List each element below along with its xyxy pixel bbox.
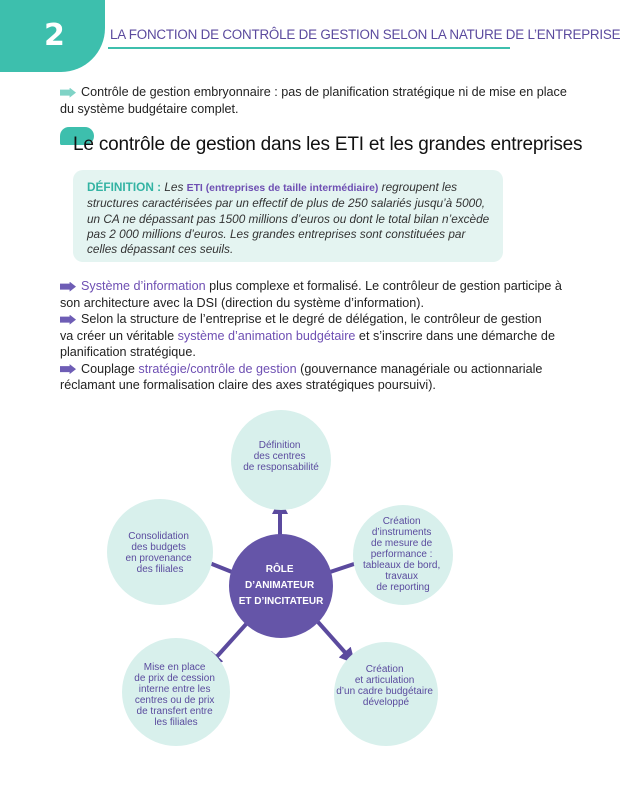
arrow-bullet-icon: [60, 88, 76, 98]
arrow-to-lower-left: [212, 622, 248, 662]
definition-label: DÉFINITION :: [87, 180, 162, 194]
chapter-divider: [108, 47, 510, 49]
node-upper-right-label: Création d’instruments de mesure de performance : tableaux de bord, travaux de reporting: [362, 516, 441, 593]
node-upper-right: [353, 505, 453, 605]
definition-eti: ETI (entreprises de taille intermédiaire): [186, 183, 379, 194]
bullet-item: [60, 311, 555, 361]
node-lower-left: [122, 638, 230, 746]
node-upper-left-label: Consolidation des budgets en provenance des filiales: [125, 531, 192, 575]
intro-line-1: Contrôle de gestion embryonnaire : pas de planification stratégique ni de mise en place: [81, 85, 567, 99]
intro-paragraph: [60, 84, 567, 117]
bullet-item: [60, 278, 562, 311]
node-upper-left: [107, 499, 213, 605]
bullet-highlight: stratégie/contrôle de gestion: [138, 361, 297, 376]
definition-text-b: regroupent les structures caractérisées par un effectif de plus de 250 salariés jusqu’à 5000, un CA ne dépassant pas 1500 millions d’euros ou dont le total bilan n’excède pas 2 000 millions d’euros. Les grandes entreprises sont constituées par celles dépassant ces seuils.: [87, 180, 490, 257]
definition-text-a: Les: [164, 180, 184, 194]
bullet-text: plus complexe et formalisé. Le contrôleur de gestion participe à: [205, 279, 562, 293]
bullet-text: réclamant une formalisation claire des axes stratégiques poursuivi).: [60, 378, 436, 392]
node-top: [231, 410, 331, 510]
bullet-highlight: Système d’information: [81, 279, 206, 293]
node-lower-right-label: Création et articulation d’un cadre budgétaire développé: [336, 664, 433, 708]
chapter-title: LA FONCTION DE CONTRÔLE DE GESTION SELON LA NATURE DE L’ENTREPRISE: [110, 27, 620, 42]
intro-line-2: du système budgétaire complet.: [60, 101, 239, 116]
arrow-bullet-icon: [60, 364, 76, 374]
bullet-text: son architecture avec la DSI (direction du système d’information).: [60, 295, 424, 310]
bullet-item: [60, 361, 543, 394]
bullet-text: planification stratégique.: [60, 345, 196, 359]
role-diagram: [0, 400, 564, 790]
center-node-label: RÔLE D’ANIMATEUR ET D’INCITATEUR: [238, 564, 324, 607]
node-lower-right: [334, 642, 438, 746]
bullet-text: Couplage: [81, 361, 139, 376]
chapter-number: 2: [44, 18, 64, 53]
bullet-text: (gouvernance managériale ou actionnariale: [296, 361, 543, 376]
bullet-text: va créer un véritable: [60, 328, 178, 343]
arrow-bullet-icon: [60, 315, 76, 325]
arrow-to-lower-right: [318, 622, 350, 658]
center-node: [229, 534, 333, 638]
bullet-list: [60, 278, 562, 394]
section-heading: Le contrôle de gestion dans les ETI et les grandes entreprises: [73, 134, 583, 155]
definition-text: [87, 180, 492, 257]
node-top-label: Définition des centres de responsabilité: [243, 440, 319, 473]
node-lower-left-label: Mise en place de prix de cession interne entre les centres ou de prix de transfert entre les filiales: [134, 662, 215, 728]
arrow-bullet-icon: [60, 282, 76, 292]
bullet-highlight: système d’animation budgétaire: [177, 328, 356, 343]
bullet-text: Selon la structure de l’entreprise et le degré de délégation, le contrôleur de gestion: [81, 312, 542, 326]
bullet-text: et s’inscrire dans une démarche de: [355, 328, 555, 343]
